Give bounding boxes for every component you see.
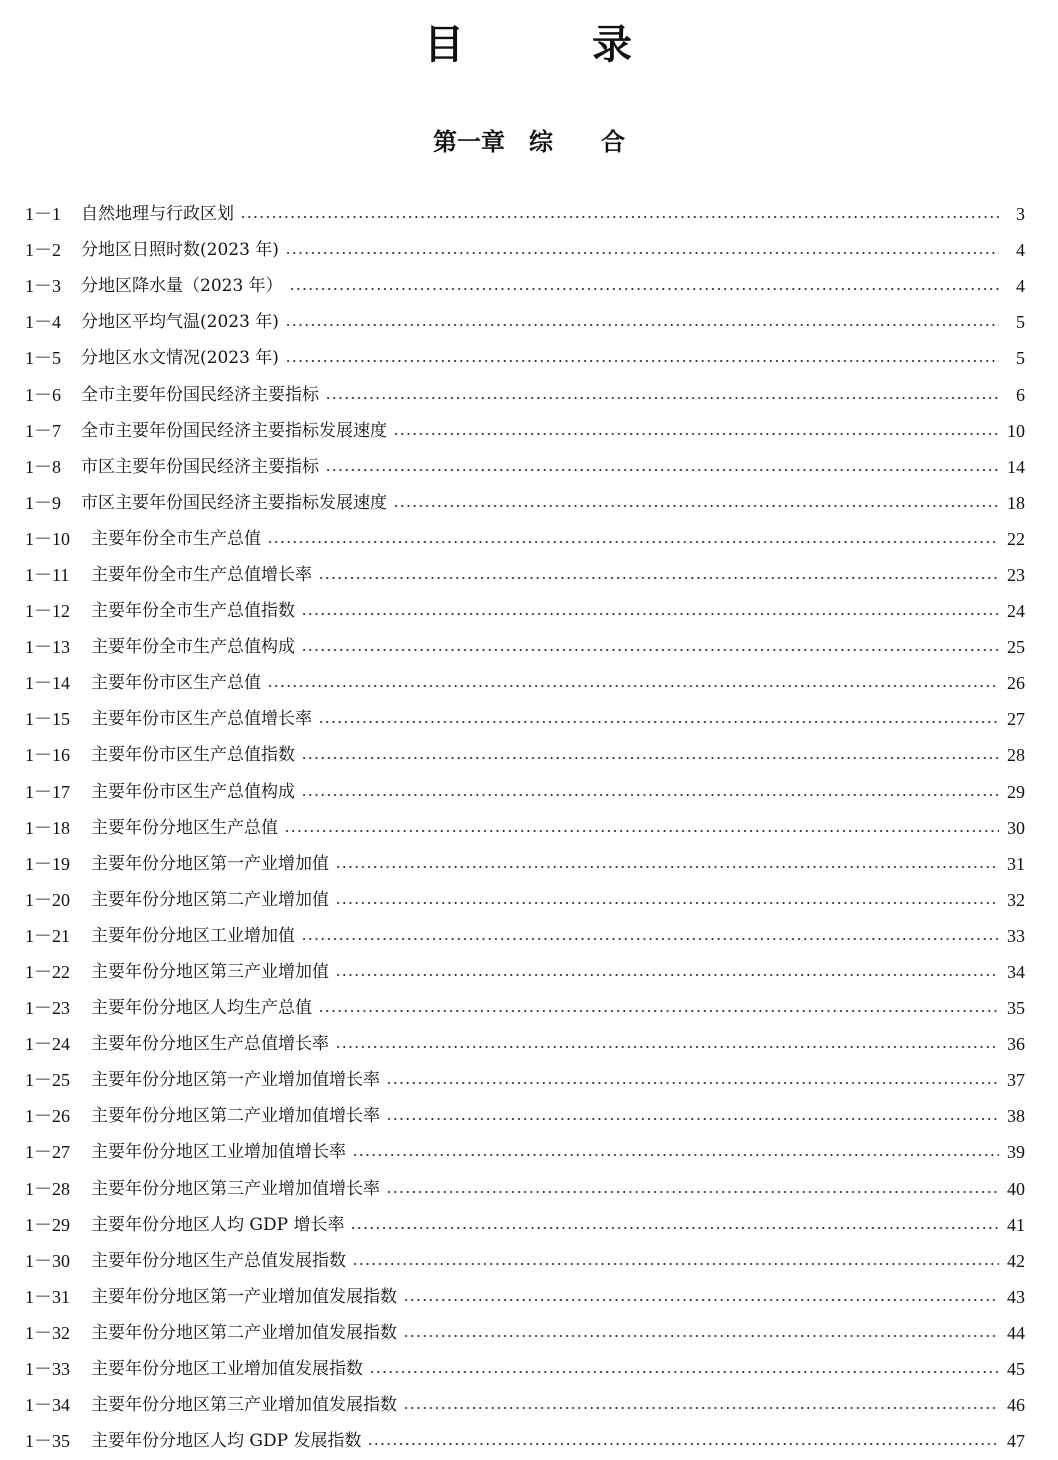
entry-number: 1－18 [25, 817, 70, 838]
entry-title: 主要年份分地区生产总值增长率 [91, 1034, 329, 1055]
entry-title: 主要年份分地区工业增加值 [91, 925, 295, 946]
toc-entry[interactable] [0, 557, 1058, 593]
dot-leader [284, 830, 999, 832]
toc-entry[interactable] [0, 774, 1058, 810]
entry-page-number: 36 [1007, 1034, 1025, 1055]
toc-entry[interactable] [0, 665, 1058, 701]
toc-entry[interactable] [0, 1062, 1058, 1098]
toc-entry[interactable] [0, 701, 1058, 737]
dot-leader [403, 1407, 999, 1409]
toc-entry[interactable] [0, 1351, 1058, 1387]
dot-leader [335, 974, 999, 976]
entry-number: 1－17 [25, 781, 70, 802]
entry-title: 全市主要年份国民经济主要指标发展速度 [81, 420, 387, 441]
entry-title: 分地区水文情况(2023 年) [81, 348, 279, 369]
entry-title: 主要年份分地区第二产业增加值 [91, 889, 329, 910]
dot-leader [393, 433, 999, 435]
entry-page-number: 41 [1007, 1214, 1025, 1235]
dot-leader [325, 469, 999, 471]
entry-title: 市区主要年份国民经济主要指标发展速度 [81, 492, 387, 513]
toc-entry[interactable] [0, 485, 1058, 521]
entry-number: 1－16 [25, 745, 70, 766]
entry-page-number: 47 [1007, 1431, 1025, 1452]
entry-number: 1－8 [25, 456, 61, 477]
entry-page-number: 44 [1007, 1322, 1025, 1343]
entry-number: 1－28 [25, 1178, 70, 1199]
entry-title: 自然地理与行政区划 [81, 204, 234, 225]
entry-number: 1－33 [25, 1359, 70, 1380]
entry-title: 分地区平均气温(2023 年) [81, 312, 279, 333]
entry-page-number: 32 [1007, 889, 1025, 910]
toc-entry[interactable] [0, 1134, 1058, 1170]
entry-page-number: 34 [1007, 962, 1025, 983]
entry-number: 1－24 [25, 1034, 70, 1055]
dot-leader [335, 1046, 999, 1048]
toc-entry[interactable] [0, 593, 1058, 629]
dot-leader [267, 685, 999, 687]
entry-number: 1－2 [25, 240, 61, 261]
dot-leader [289, 288, 999, 290]
entry-number: 1－6 [25, 384, 61, 405]
entry-title: 主要年份分地区第一产业增加值发展指数 [91, 1286, 397, 1307]
entry-page-number: 39 [1007, 1142, 1025, 1163]
entry-title: 主要年份分地区工业增加值发展指数 [91, 1359, 363, 1380]
entry-page-number: 43 [1007, 1286, 1025, 1307]
dot-leader [267, 541, 999, 543]
toc-entry[interactable] [0, 521, 1058, 557]
toc-entry[interactable] [0, 1243, 1058, 1279]
entry-title: 分地区日照时数(2023 年) [81, 240, 279, 261]
dot-leader [301, 938, 999, 940]
toc-entry[interactable] [0, 304, 1058, 340]
dot-leader [240, 216, 999, 218]
toc-entry[interactable] [0, 1207, 1058, 1243]
toc-entry[interactable] [0, 376, 1058, 412]
entry-page-number: 31 [1007, 853, 1025, 874]
entry-number: 1－12 [25, 601, 70, 622]
entry-page-number: 4 [1016, 276, 1025, 297]
dot-leader [403, 1299, 999, 1301]
entry-page-number: 40 [1007, 1178, 1025, 1199]
entry-page-number: 26 [1007, 673, 1025, 694]
entry-page-number: 6 [1016, 384, 1025, 405]
dot-leader [335, 902, 999, 904]
toc-entry[interactable] [0, 882, 1058, 918]
dot-leader [325, 397, 999, 399]
entry-number: 1－11 [25, 564, 70, 585]
entry-number: 1－5 [25, 348, 61, 369]
entry-title: 主要年份分地区人均 GDP 增长率 [91, 1214, 345, 1235]
dot-leader [301, 649, 999, 651]
toc-entry[interactable] [0, 918, 1058, 954]
entry-number: 1－13 [25, 637, 70, 658]
dot-leader [367, 1443, 999, 1445]
toc-entry[interactable] [0, 196, 1058, 232]
toc-entry[interactable] [0, 1423, 1058, 1459]
dot-leader [352, 1263, 999, 1265]
entry-number: 1－1 [25, 204, 61, 225]
entry-page-number: 42 [1007, 1250, 1025, 1271]
toc-entry[interactable] [0, 1387, 1058, 1423]
dot-leader [301, 757, 999, 759]
toc-entry[interactable] [0, 1315, 1058, 1351]
entry-number: 1－26 [25, 1106, 70, 1127]
toc-entry[interactable] [0, 846, 1058, 882]
toc-entry[interactable] [0, 340, 1058, 376]
entry-title: 主要年份分地区第三产业增加值增长率 [91, 1178, 380, 1199]
entry-page-number: 22 [1007, 528, 1025, 549]
entry-page-number: 35 [1007, 998, 1025, 1019]
entry-title: 主要年份分地区第一产业增加值增长率 [91, 1070, 380, 1091]
entry-number: 1－35 [25, 1431, 70, 1452]
dot-leader [335, 866, 999, 868]
dot-leader [285, 360, 999, 362]
entry-page-number: 29 [1007, 781, 1025, 802]
dot-leader [369, 1371, 999, 1373]
entry-page-number: 5 [1016, 348, 1025, 369]
entry-page-number: 3 [1016, 204, 1025, 225]
dot-leader [318, 1010, 999, 1012]
entry-title: 主要年份全市生产总值指数 [91, 601, 295, 622]
entry-number: 1－19 [25, 853, 70, 874]
toc-entry[interactable] [0, 737, 1058, 773]
toc-entry[interactable] [0, 1098, 1058, 1134]
toc-entry[interactable] [0, 1171, 1058, 1207]
entry-title: 市区主要年份国民经济主要指标 [81, 456, 319, 477]
dot-leader [386, 1191, 999, 1193]
entry-page-number: 28 [1007, 745, 1025, 766]
chapter-heading: 第一章 综 合 [433, 127, 625, 156]
dot-leader [386, 1118, 999, 1120]
entry-page-number: 45 [1007, 1359, 1025, 1380]
entry-page-number: 23 [1007, 564, 1025, 585]
entry-page-number: 30 [1007, 817, 1025, 838]
dot-leader [403, 1335, 999, 1337]
entry-page-number: 27 [1007, 709, 1025, 730]
page-title: 目 录 [424, 21, 634, 68]
entry-title: 主要年份全市生产总值构成 [91, 637, 295, 658]
entry-page-number: 33 [1007, 925, 1025, 946]
dot-leader [318, 577, 999, 579]
entry-number: 1－10 [25, 528, 70, 549]
entry-title: 主要年份分地区人均生产总值 [91, 998, 312, 1019]
entry-title: 分地区降水量（2023 年） [81, 276, 283, 297]
toc-list [0, 196, 1058, 1459]
dot-leader [350, 1227, 999, 1229]
entry-number: 1－25 [25, 1070, 70, 1091]
entry-title: 主要年份分地区第三产业增加值发展指数 [91, 1395, 397, 1416]
toc-entry[interactable] [0, 449, 1058, 485]
entry-page-number: 24 [1007, 601, 1025, 622]
dot-leader [285, 324, 999, 326]
entry-page-number: 14 [1007, 456, 1025, 477]
entry-title: 主要年份分地区第三产业增加值 [91, 962, 329, 983]
entry-number: 1－20 [25, 889, 70, 910]
entry-title: 主要年份分地区工业增加值增长率 [91, 1142, 346, 1163]
dot-leader [301, 613, 999, 615]
entry-number: 1－30 [25, 1250, 70, 1271]
entry-number: 1－32 [25, 1322, 70, 1343]
entry-title: 主要年份全市生产总值 [91, 528, 261, 549]
entry-title: 全市主要年份国民经济主要指标 [81, 384, 319, 405]
entry-number: 1－27 [25, 1142, 70, 1163]
toc-entry[interactable] [0, 1026, 1058, 1062]
entry-number: 1－22 [25, 962, 70, 983]
entry-page-number: 37 [1007, 1070, 1025, 1091]
dot-leader [352, 1154, 999, 1156]
dot-leader [301, 794, 999, 796]
entry-number: 1－29 [25, 1214, 70, 1235]
entry-title: 主要年份市区生产总值构成 [91, 781, 295, 802]
entry-title: 主要年份分地区生产总值发展指数 [91, 1250, 346, 1271]
entry-number: 1－21 [25, 925, 70, 946]
entry-title: 主要年份分地区人均 GDP 发展指数 [91, 1431, 362, 1452]
entry-page-number: 5 [1016, 312, 1025, 333]
entry-number: 1－15 [25, 709, 70, 730]
toc-entry[interactable] [0, 268, 1058, 304]
toc-entry[interactable] [0, 232, 1058, 268]
entry-title: 主要年份分地区第二产业增加值增长率 [91, 1106, 380, 1127]
entry-page-number: 46 [1007, 1395, 1025, 1416]
entry-number: 1－4 [25, 312, 61, 333]
toc-entry[interactable] [0, 1279, 1058, 1315]
entry-title: 主要年份市区生产总值指数 [91, 745, 295, 766]
entry-number: 1－23 [25, 998, 70, 1019]
entry-number: 1－31 [25, 1286, 70, 1307]
entry-number: 1－34 [25, 1395, 70, 1416]
entry-title: 主要年份市区生产总值 [91, 673, 261, 694]
dot-leader [318, 721, 999, 723]
entry-page-number: 10 [1007, 420, 1025, 441]
entry-title: 主要年份分地区第一产业增加值 [91, 853, 329, 874]
entry-title: 主要年份分地区第二产业增加值发展指数 [91, 1322, 397, 1343]
toc-entry[interactable] [0, 990, 1058, 1026]
entry-number: 1－7 [25, 420, 61, 441]
entry-title: 主要年份全市生产总值增长率 [91, 564, 312, 585]
entry-number: 1－14 [25, 673, 70, 694]
entry-page-number: 38 [1007, 1106, 1025, 1127]
toc-entry[interactable] [0, 810, 1058, 846]
toc-entry[interactable] [0, 954, 1058, 990]
entry-page-number: 4 [1016, 240, 1025, 261]
entry-title: 主要年份分地区生产总值 [91, 817, 278, 838]
dot-leader [386, 1082, 999, 1084]
entry-page-number: 25 [1007, 637, 1025, 658]
entry-title: 主要年份市区生产总值增长率 [91, 709, 312, 730]
dot-leader [285, 252, 999, 254]
toc-entry[interactable] [0, 413, 1058, 449]
toc-entry[interactable] [0, 629, 1058, 665]
dot-leader [393, 505, 999, 507]
entry-number: 1－9 [25, 492, 61, 513]
entry-page-number: 18 [1007, 492, 1025, 513]
entry-number: 1－3 [25, 276, 61, 297]
